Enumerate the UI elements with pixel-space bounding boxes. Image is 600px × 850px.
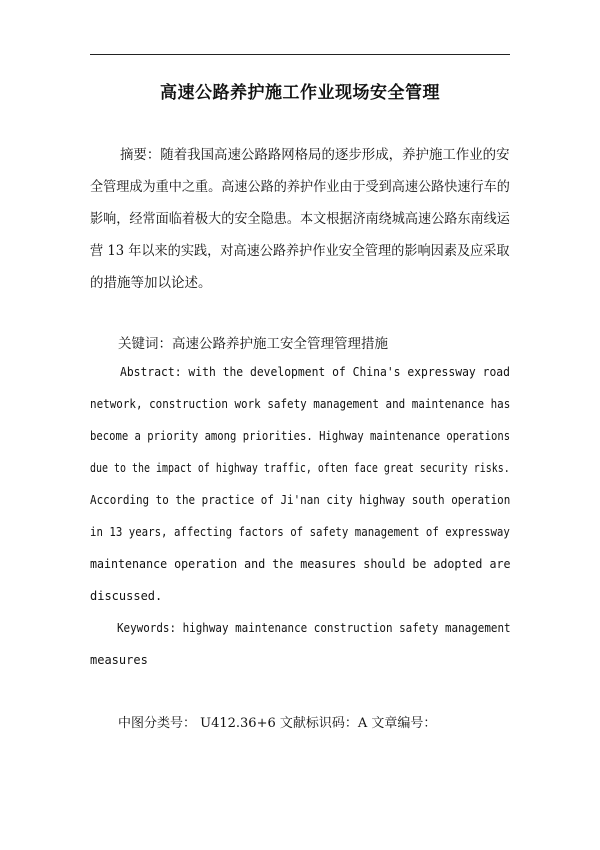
abstract-en-line: become a priority among priorities. Highway maintenance operations (90, 429, 511, 443)
keywords-cn (118, 332, 388, 352)
abstract-en-line: network, construction work safety management and maintenance has (90, 397, 511, 411)
keywords-en-line: measures (90, 653, 148, 667)
keywords-cn-text: 关键词：高速公路养护施工安全管理管理措施 (118, 336, 388, 352)
abstract-cn-line: 的措施等加以论述。 (90, 275, 212, 291)
classification-text: 中图分类号： U412.36+6 文献标识码：A 文章编号： (118, 716, 437, 731)
abstract-cn-line: 摘要：随着我国高速公路路网格局的逐步形成，养护施工作业的安 (120, 147, 510, 163)
abstract-cn-line: 营 13 年以来的实践，对高速公路养护作业安全管理的影响因素及应采取 (90, 243, 510, 259)
abstract-en-line: maintenance operation and the measures should be adopted are (90, 557, 511, 571)
abstract-cn-line: 全管理成为重中之重。高速公路的养护作业由于受到高速公路快速行车的 (90, 179, 510, 195)
abstract-cn-line: 影响，经常面临着极大的安全隐患。本文根据济南绕城高速公路东南线运 (90, 211, 510, 227)
abstract-en-line: According to the practice of Ji'nan city highway south operation (90, 493, 511, 507)
keywords-en-line: Keywords: highway maintenance construction safety management (117, 621, 511, 635)
abstract-en-line: due to the impact of highway traffic, often face great security risks. (90, 461, 510, 475)
abstract-en-line: Abstract: with the development of China's expressway road (120, 365, 510, 379)
header-rule (90, 54, 510, 55)
paper-title: 高速公路养护施工作业现场安全管理 (160, 83, 440, 103)
abstract-en-line: discussed. (90, 589, 163, 603)
abstract-en-line: in 13 years, affecting factors of safety management of expressway (90, 525, 510, 539)
classification-line (118, 712, 436, 731)
